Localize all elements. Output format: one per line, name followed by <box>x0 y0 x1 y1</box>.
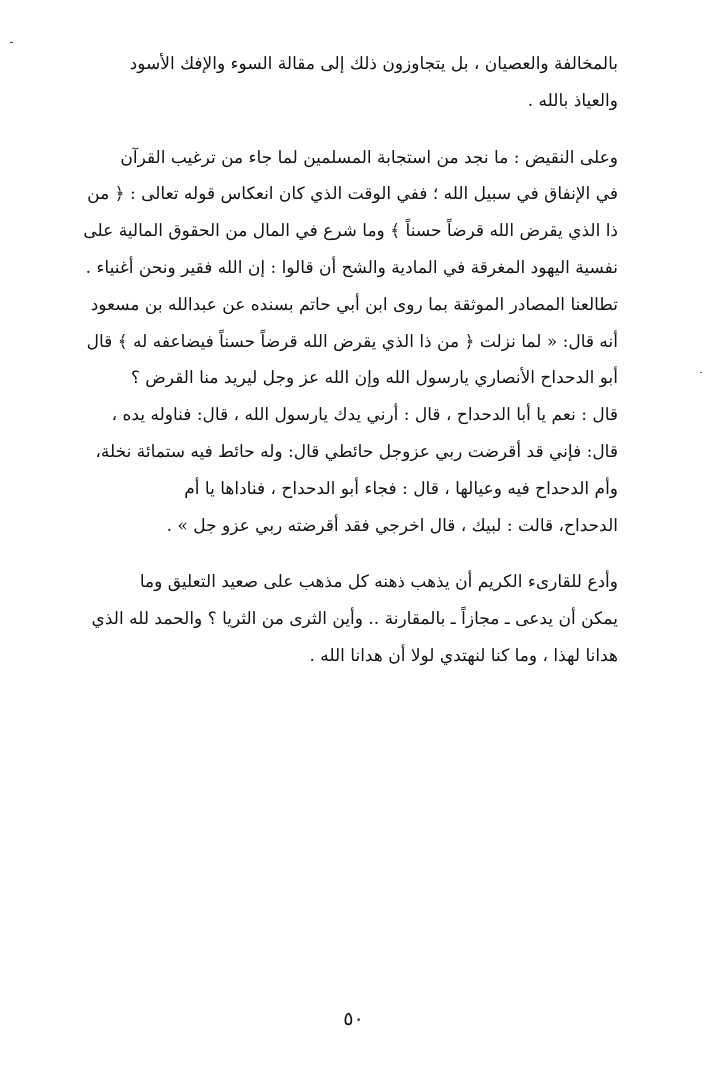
page-body <box>50 46 618 695</box>
text-line: قال: فإني قد أقرضت ربي عزوجل حائطي قال: وله حائط فيه ستمائة نخلة، <box>95 441 618 462</box>
text-line: ذا الذي يقرض الله قرضاً حسناً ﴾ وما شرع في المال من الحقوق المالية على <box>83 221 618 242</box>
scan-mark <box>10 42 13 43</box>
text-line: أبو الدحداح الأنصاري يارسول الله وإن الله عز وجل ليريد منا القرض ؟ <box>130 368 618 389</box>
text-line: نفسية اليهود المغرقة في المادية والشح أن قالوا : إن الله فقير ونحن أغنياء . <box>85 257 618 278</box>
scan-mark <box>700 372 702 373</box>
text-line: تطالعنا المصادر الموثقة بما روى ابن أبي حاتم بسنده عن عبدالله بن مسعود <box>90 294 618 315</box>
text-line: هدانا لهذا ، وما كنا لنهتدي لولا أن هدانا الله . <box>309 645 618 666</box>
text-line: أنه قال: « لما نزلت ﴿ من ذا الذي يقرض الله قرضاً حسناً فيضاعفه له ﴾ قال <box>86 331 618 352</box>
page-number: ٥٠ <box>343 1008 364 1030</box>
text-line: وعلى النقيض : ما نجد من استجابة المسلمين لما جاء من ترغيب القرآن <box>120 147 618 168</box>
paragraph-3 <box>50 564 618 674</box>
text-line: يمكن أن يدعى ـ مجازاً ـ بالمقارنة .. وأين الثرى من الثريا ؟ والحمد لله الذي <box>91 609 618 630</box>
text-line: وأدع للقارىء الكريم أن يذهب ذهنه كل مذهب على صعيد التعليق وما <box>139 572 618 593</box>
text-line: في الإنفاق في سبيل الله ؛ ففي الوقت الذي كان انعكاس قوله تعالى : ﴿ من <box>87 184 618 205</box>
text-line: قال : نعم يا أبا الدحداح ، قال : أرني يدك يارسول الله ، قال: فناوله يده ، <box>111 405 618 426</box>
paragraph-1 <box>50 46 618 120</box>
text-line: وأم الدحداح فيه وعيالها ، قال : فجاء أبو الدحداح ، فناداها يا أم <box>184 478 618 499</box>
text-line: بالمخالفة والعصيان ، بل يتجاوزون ذلك إلى مقالة السوء والإفك الأسود <box>129 54 618 74</box>
paragraph-2 <box>50 140 618 545</box>
text-line: الدحداح، قالت : لبيك ، قال اخرجي فقد أقرضته ربي عزو جل » . <box>166 515 618 536</box>
text-line: والعياذ بالله . <box>527 90 618 111</box>
